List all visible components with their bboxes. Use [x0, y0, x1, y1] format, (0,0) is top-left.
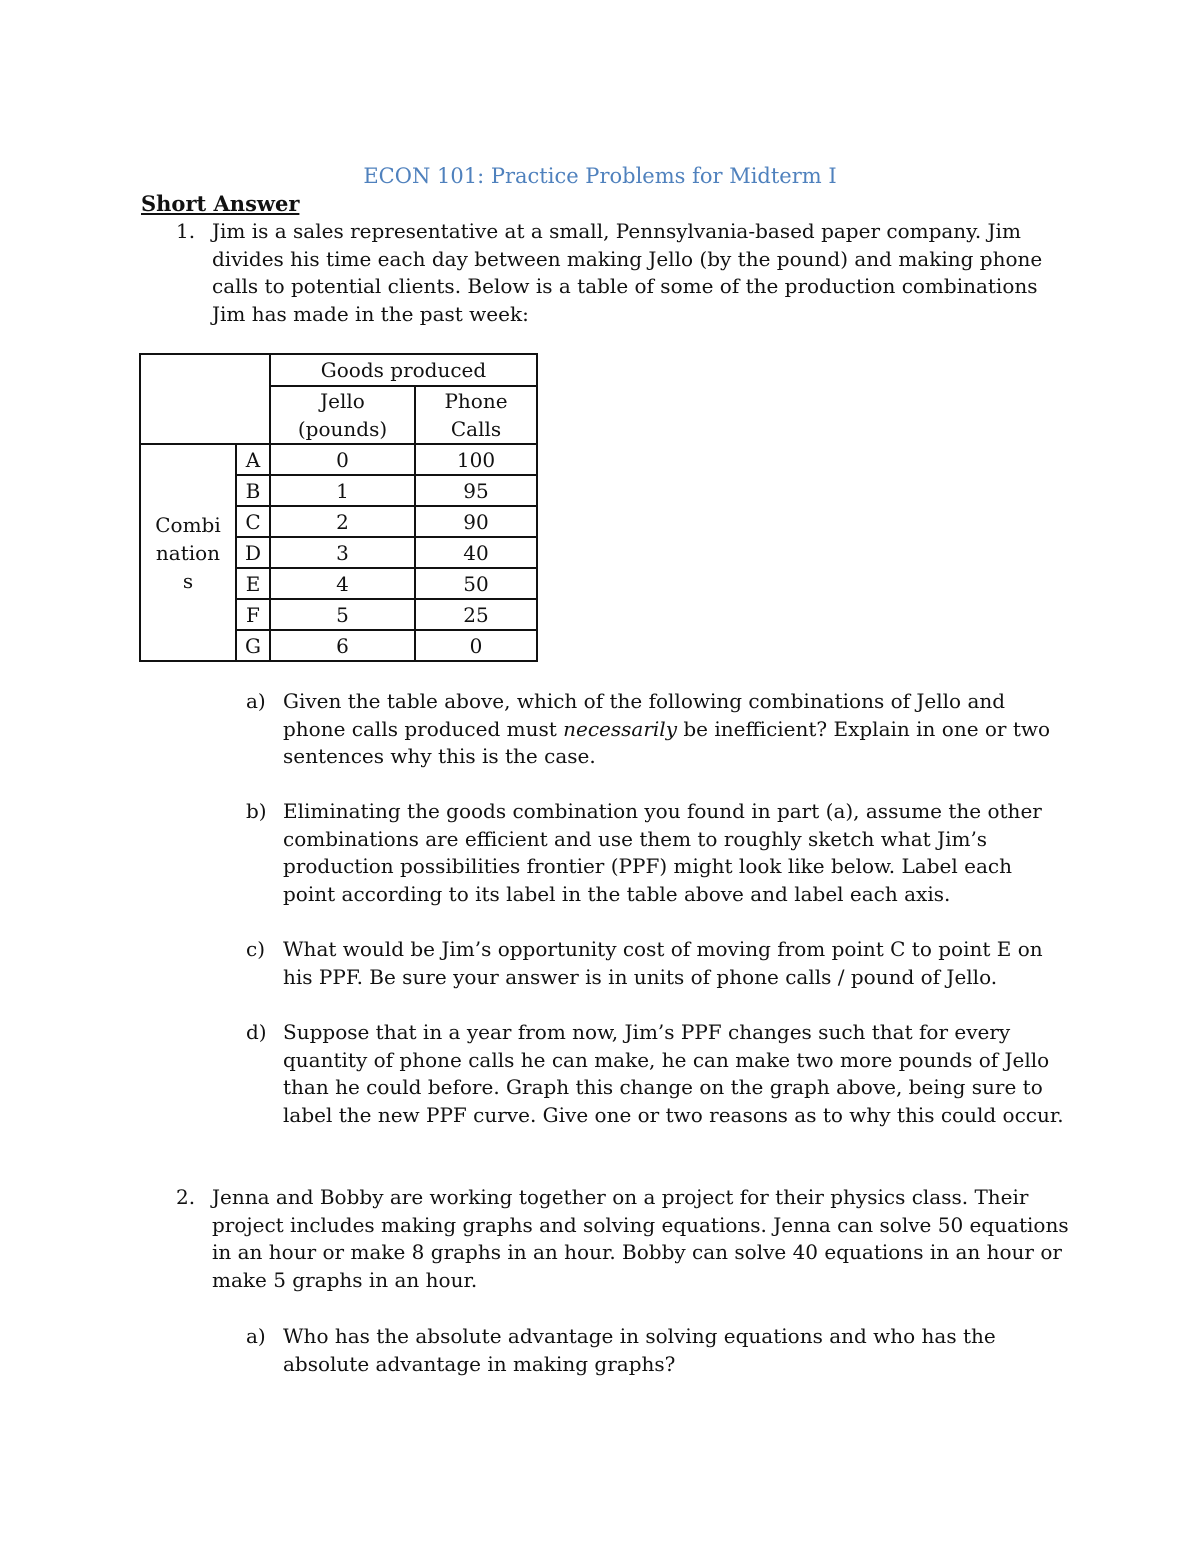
- phone-value: 50: [415, 568, 537, 599]
- phone-value: 95: [415, 475, 537, 506]
- combinations-label-line3: s: [182, 568, 194, 593]
- phone-value: 100: [415, 444, 537, 475]
- emphasized-word: necessarily: [563, 716, 677, 741]
- subquestion-label: d): [246, 1020, 267, 1044]
- combinations-label: [140, 444, 236, 661]
- table-corner: [140, 354, 270, 444]
- phone-value: 25: [415, 599, 537, 630]
- question-text: Jim is a sales representative at a small, Pennsylvania-based paper company. Jim divides his time each day between making Jello (by the pound) and making phone calls to potential clients. Below is a table of some of the production combinations Jim has made in the past week:: [212, 219, 1043, 326]
- question-2: [176, 1184, 1072, 1294]
- subquestion-label: b): [246, 799, 267, 823]
- question-1d: [246, 1019, 1066, 1129]
- question-1c: [246, 936, 1066, 991]
- phone-value: 90: [415, 506, 537, 537]
- jello-value: 4: [270, 568, 415, 599]
- table-row: [140, 444, 537, 475]
- jello-value: 2: [270, 506, 415, 537]
- subquestion-label: a): [246, 1324, 266, 1348]
- subquestion-text: Suppose that in a year from now, Jim’s PPF changes such that for every quantity of phone calls he can make, he can make two more pounds of Jello than he could before. Graph this change on the graph above, being sure to label the new PPF curve. Give one or two reasons as to why this could occur.: [283, 1020, 1064, 1127]
- jello-header: [270, 386, 415, 444]
- jello-value: 0: [270, 444, 415, 475]
- question-1b: [246, 798, 1066, 908]
- combinations-label-line1: Combi: [155, 512, 221, 537]
- phone-value: 0: [415, 630, 537, 661]
- goods-header: Goods produced: [270, 354, 537, 386]
- question-2a: [246, 1323, 1066, 1378]
- subquestion-label: c): [246, 937, 266, 961]
- row-label: B: [236, 475, 270, 506]
- subquestion-text: [283, 688, 1066, 771]
- subquestion-label: a): [246, 689, 266, 713]
- row-label: A: [236, 444, 270, 475]
- section-heading: Short Answer: [141, 191, 300, 216]
- row-label: F: [236, 599, 270, 630]
- jello-header-line1: Jello: [320, 389, 365, 413]
- production-table: [139, 353, 538, 662]
- phone-header-line1: Phone: [444, 389, 508, 413]
- phone-header: [415, 386, 537, 444]
- row-label: D: [236, 537, 270, 568]
- subquestion-text: Eliminating the goods combination you found in part (a), assume the other combinations are efficient and use them to roughly sketch what Jim’s production possibilities frontier (PPF) might look like below. Label each point according to its label in the table above and label each axis.: [283, 799, 1042, 906]
- question-1a: [246, 688, 1066, 771]
- page-title: ECON 101: Practice Problems for Midterm I: [363, 164, 837, 188]
- jello-value: 1: [270, 475, 415, 506]
- phone-header-line2: Calls: [450, 417, 502, 441]
- question-number: 2.: [176, 1185, 196, 1209]
- jello-value: 3: [270, 537, 415, 568]
- question-1: [176, 218, 1072, 328]
- jello-header-line2: (pounds): [297, 417, 388, 441]
- question-text: Jenna and Bobby are working together on a project for their physics class. Their project includes making graphs and solving equations. Jenna can solve 50 equations in an hour or make 8 graphs in an hour. Bobby can solve 40 equations in an hour or make 5 graphs in an hour.: [212, 1185, 1069, 1292]
- row-label: G: [236, 630, 270, 661]
- subquestion-text: Who has the absolute advantage in solving equations and who has the absolute advantage in making graphs?: [283, 1324, 996, 1376]
- question-number: 1.: [176, 219, 196, 243]
- subquestion-text: What would be Jim’s opportunity cost of moving from point C to point E on his PPF. Be sure your answer is in units of phone calls / pound of Jello.: [283, 937, 1043, 989]
- jello-value: 5: [270, 599, 415, 630]
- text-after-emphasis: be inefficient? Explain in one or two sentences why this is the case.: [283, 716, 1051, 768]
- row-label: E: [236, 568, 270, 599]
- jello-value: 6: [270, 630, 415, 661]
- phone-value: 40: [415, 537, 537, 568]
- text-before-emphasis: Given the table above, which of the following combinations of Jello and phone calls produced must: [283, 689, 1006, 741]
- row-label: C: [236, 506, 270, 537]
- combinations-label-line2: nation: [155, 540, 221, 565]
